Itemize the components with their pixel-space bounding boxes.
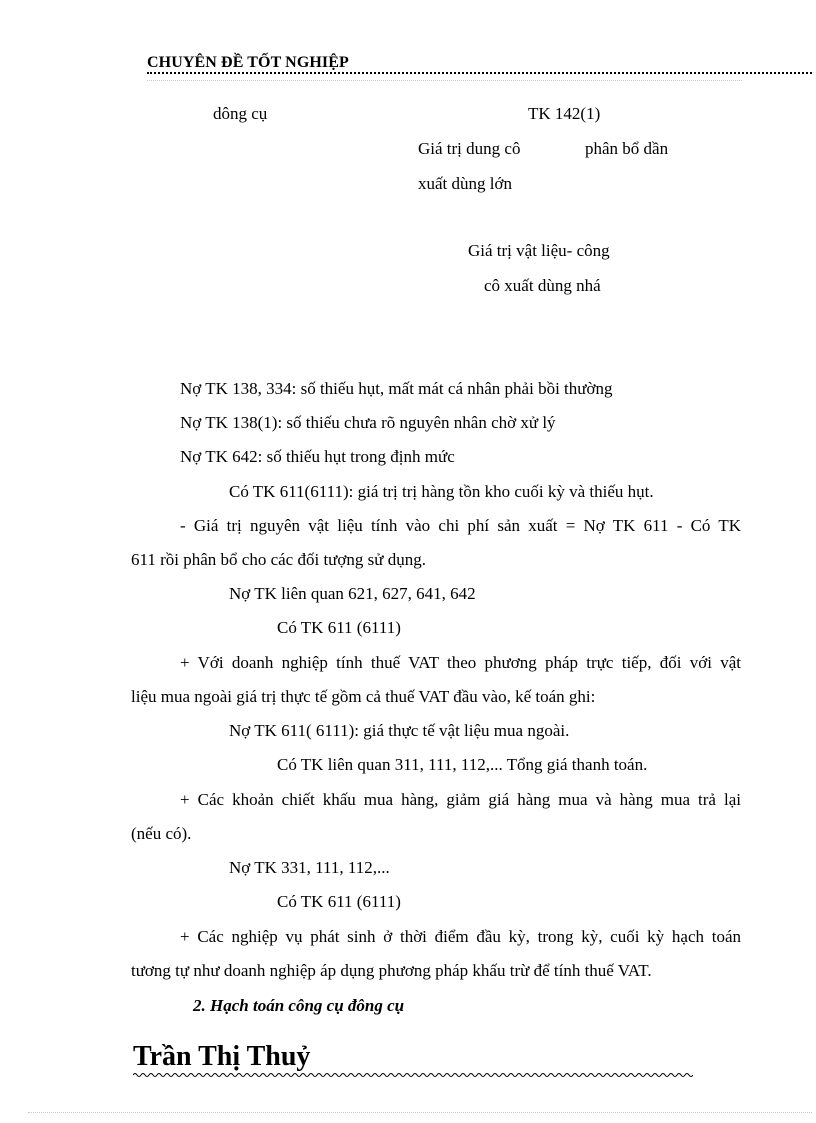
body-line: Có TK liên quan 311, 111, 112,... Tổng giá thanh toán. (277, 755, 648, 774)
body-line: (nếu có). (131, 824, 192, 843)
body-line: Có TK 611(6111): giá trị trị hàng tồn kho cuối kỳ và thiếu hụt. (229, 482, 654, 501)
diagram-account: TK 142(1) (528, 104, 601, 123)
section-heading: 2. Hạch toán công cụ đông cụ (193, 996, 405, 1015)
body-line: tương tự như doanh nghiệp áp dụng phương pháp khấu trừ để tính thuế VAT. (131, 961, 652, 980)
body-line: - Giá trị nguyên vật liệu tính vào chi phí sản xuất = Nợ TK 611 - Có TK (180, 516, 741, 535)
body-line: Có TK 611 (6111) (277, 892, 401, 911)
diagram-left-label: dông cụ (213, 104, 268, 123)
body-line: Nợ TK 331, 111, 112,... (229, 858, 390, 877)
body-line: Nợ TK 642: số thiếu hụt trong định mức (180, 447, 455, 466)
body-line: + Các khoản chiết khấu mua hàng, giảm giá hàng mua và hàng mua trả lại (180, 790, 741, 809)
diagram-value-line1: Giá trị dung cô (418, 139, 521, 158)
diagram-small-line1: Giá trị vật liệu- công (468, 241, 610, 260)
body-line: Có TK 611 (6111) (277, 618, 401, 637)
header-faint-rule (147, 80, 742, 81)
body-line: 611 rồi phân bổ cho các đối tượng sử dụng. (131, 550, 426, 569)
body-line: Nợ TK 138, 334: số thiếu hụt, mất mát cá nhân phải bồi thường (180, 379, 613, 398)
header-title: CHUYÊN ĐỀ TỐT NGHIỆP (147, 54, 349, 71)
footer-wavy-rule (133, 1072, 693, 1078)
footer-faint-rule (28, 1112, 812, 1113)
diagram-allocation: phân bổ dần (585, 139, 669, 158)
diagram-small-line2: cô xuất dùng nhá (484, 276, 601, 295)
body-line: Nợ TK 611( 6111): giá thực tế vật liệu mua ngoài. (229, 721, 570, 740)
body-line: + Với doanh nghiệp tính thuế VAT theo phương pháp trực tiếp, đối với vật (180, 653, 741, 672)
body-line: Nợ TK 138(1): số thiếu chưa rõ nguyên nhân chờ xử lý (180, 413, 556, 432)
diagram-value-line2: xuất dùng lớn (418, 174, 512, 193)
body-line: Nợ TK liên quan 621, 627, 641, 642 (229, 584, 476, 603)
body-line: liệu mua ngoài giá trị thực tế gồm cả thuế VAT đầu vào, kế toán ghi: (131, 687, 596, 706)
body-line: + Các nghiệp vụ phát sinh ở thời điểm đầu kỳ, trong kỳ, cuối kỳ hạch toán (180, 927, 741, 946)
footer-author: Trần Thị Thuỷ (133, 1041, 311, 1072)
header-dotted-rule (147, 72, 812, 74)
